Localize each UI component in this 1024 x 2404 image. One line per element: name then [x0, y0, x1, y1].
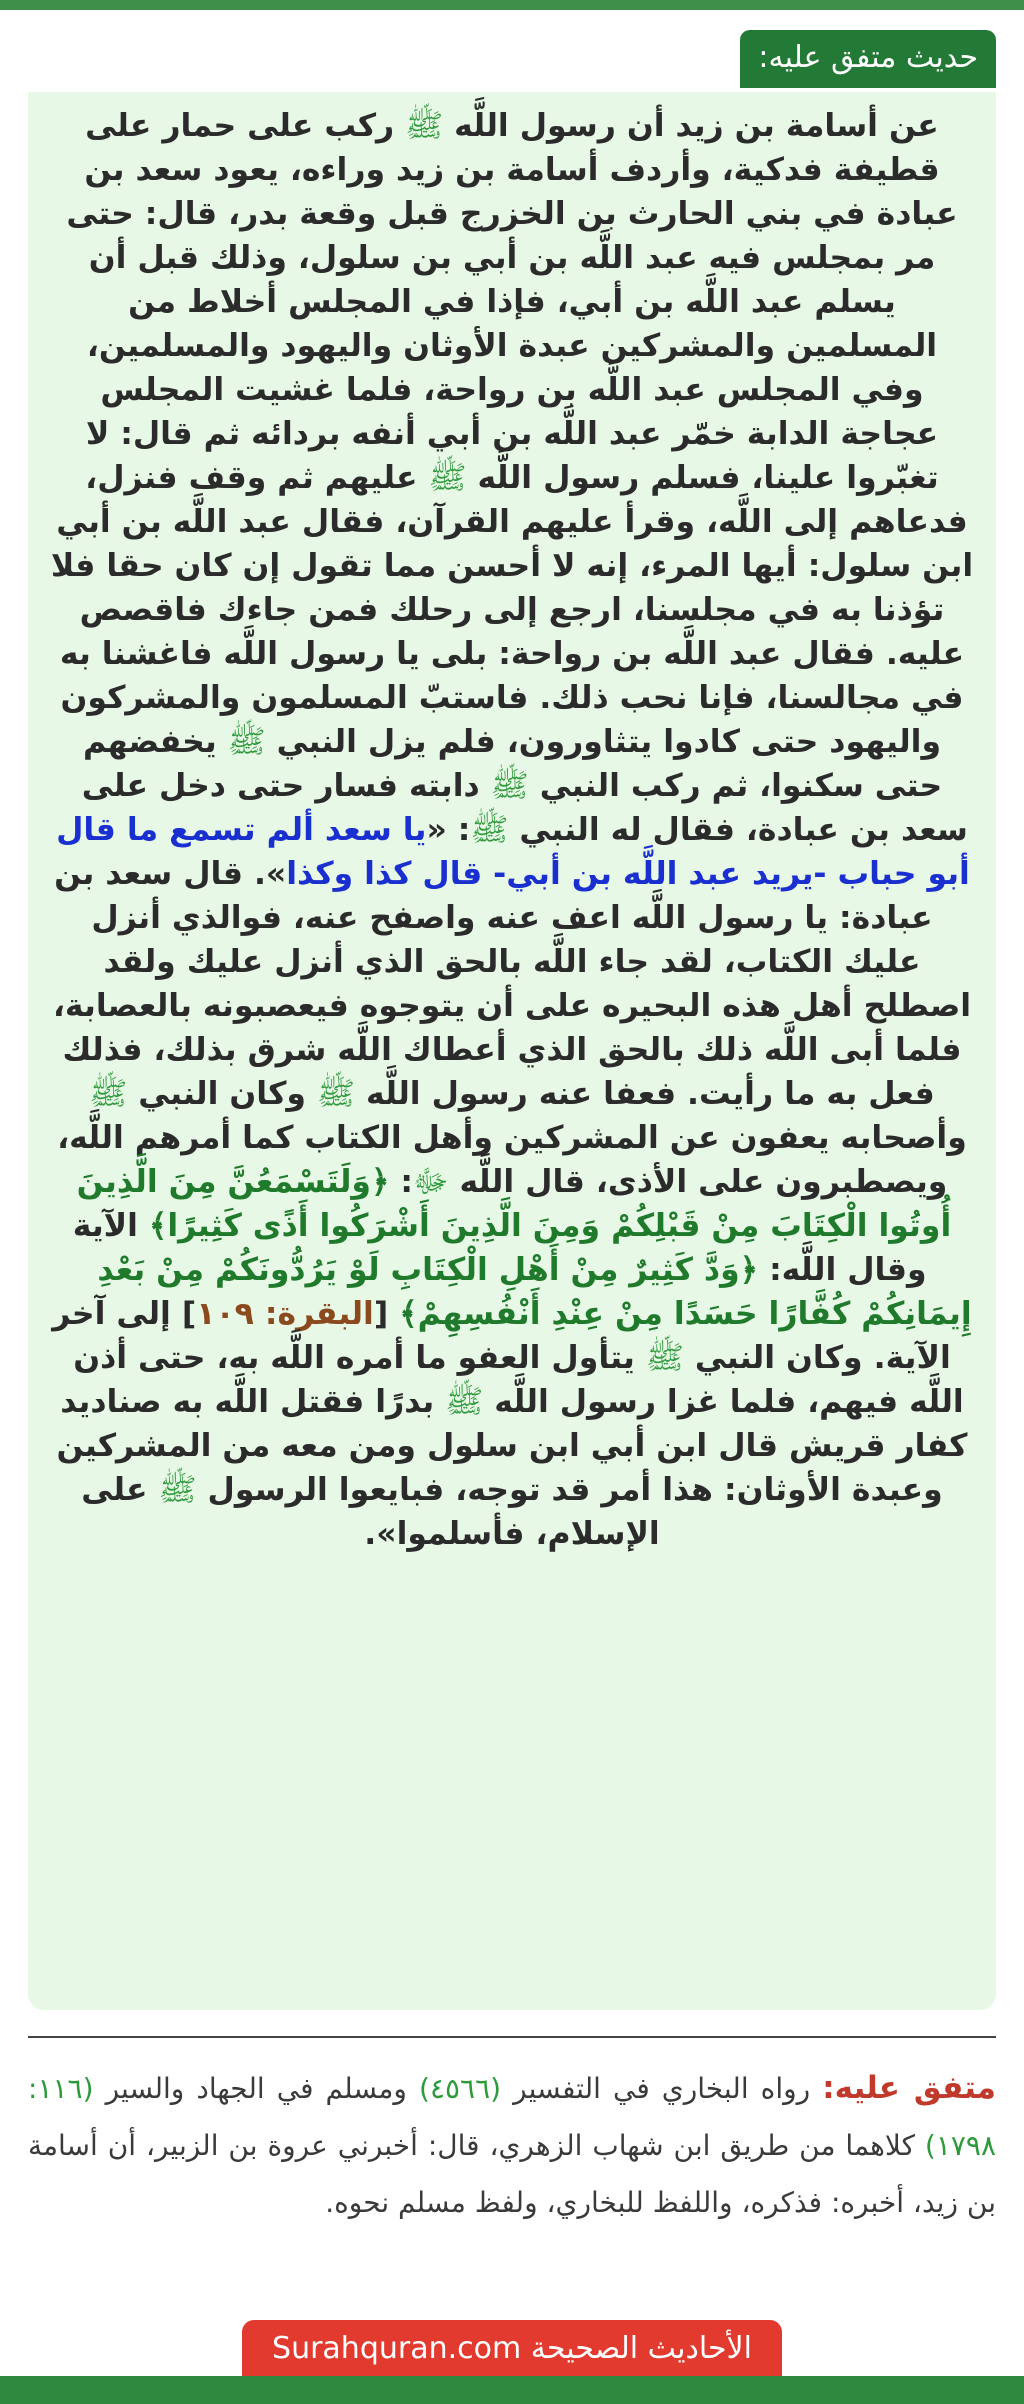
- verse-reference: البقرة: ١٠٩: [196, 1296, 374, 1332]
- source-label: متفق عليه:: [822, 2070, 997, 2106]
- source-text-part: ومسلم في الجهاد والسير: [93, 2072, 420, 2105]
- hadith-text-part: الآية وقال اللَّه:: [72, 1208, 927, 1288]
- salutation-glyph: ﷻ: [413, 1164, 449, 1200]
- hadith-text-box: [28, 92, 996, 2010]
- source-text-part: رواه البخاري في التفسير: [501, 2072, 823, 2105]
- hadith-text-part: ركب على حمار على قطيفة فدكية، وأردف أسامة بن زيد وراءه، يعود سعد بن عبادة في بني الحارث بن الخزرج قبل وقعة بدر، قال: حتى مر بمجلس فيه عبد اللَّه بن أبي بن سلول، وذلك قبل أن يسلم عبد اللَّه بن أبي، فإذا في المجلس أخلاط من المسلمين والمشركين عبدة الأوثان واليهود والمسلمين، وفي المجلس عبد اللَّه بن رواحة، فلما غشيت المجلس عجاجة الدابة خمّر عبد اللَّه بن أبي أنفه بردائه ثم قال: لا تغبّروا علينا، فسلم رسول اللَّه: [66, 108, 958, 496]
- hadith-body: [48, 104, 976, 1556]
- hadith-text-part: على الإسلام، فأسلموا».: [81, 1472, 660, 1552]
- prophet-quote: يا سعد ألم تسمع ما قال أبو حباب -يريد عبد اللَّه بن أبي- قال كذا وكذا: [56, 812, 970, 892]
- hadith-text-part: عن أسامة بن زيد أن رسول اللَّه: [443, 108, 939, 144]
- salutation-glyph: ﷺ: [227, 724, 266, 760]
- salutation-glyph: ﷺ: [89, 1076, 128, 1112]
- site-footer-badge[interactable]: [242, 2320, 782, 2378]
- hadith-text-part: وكان النبي: [127, 1076, 317, 1112]
- hadith-type-label: حديث متفق عليه:: [758, 40, 978, 75]
- salutation-glyph: ﷺ: [490, 768, 529, 804]
- salutation-glyph: ﷺ: [470, 812, 509, 848]
- hadith-text-part: : «: [426, 812, 471, 848]
- hadith-type-header: [740, 30, 996, 88]
- hadith-text-part: :: [389, 1164, 414, 1200]
- hadith-text-part: ] إلى آخر الآية. وكان النبي: [52, 1296, 951, 1376]
- section-divider: [28, 2036, 996, 2038]
- muslim-number: (١١٦: ١٧٩٨): [28, 2072, 996, 2162]
- bottom-accent-bar: [0, 2376, 1024, 2404]
- salutation-glyph: ﷺ: [158, 1472, 197, 1508]
- top-accent-bar: [0, 0, 1024, 10]
- hadith-text-part: وأصحابه يعفون عن المشركين وأهل الكتاب كما أمرهم اللَّه، ويصطبرون على الأذى، قال اللَّه: [57, 1120, 967, 1200]
- hadith-text-part: ». قال سعد بن عبادة: يا رسول اللَّه اعف عنه واصفح عنه، فوالذي أنزل عليك الكتاب، لقد جاء اللَّه بالحق الذي أنزل عليك ولقد اصطلح أهل هذه البحيره على أن يتوجوه فيعصبونه بالعصابة، فلما أبى اللَّه ذلك بالحق الذي أعطاك اللَّه شرق بذلك، فذلك فعل به ما رأيت. فعفا عنه رسول اللَّه: [52, 856, 972, 1112]
- quran-verse: ﴿وَدَّ كَثِيرٌ مِنْ أَهْلِ الْكِتَابِ لَوْ يَرُدُّونَكُمْ مِنْ بَعْدِ إِيمَانِكُمْ كُفَّارًا حَسَدًا مِنْ عِنْدِ أَنْفُسِهِمْ﴾: [97, 1252, 972, 1332]
- salutation-glyph: ﷺ: [645, 1340, 684, 1376]
- hadith-text-part: عليهم ثم وقف فنزل، فدعاهم إلى اللَّه، وقرأ عليهم القرآن، فقال عبد اللَّه بن أبي ابن سلول: أيها المرء، إنه لا أحسن مما تقول إن كان حقا فلا تؤذنا به في مجلسنا، ارجع إلى رحلك فمن جاءك فاقصص عليه. فقال عبد اللَّه بن رواحة: بلى يا رسول اللَّه فاغشنا به في مجالسنا، فإنا نحب ذلك. فاستبّ المسلمون والمشركون واليهود حتى كادوا يتثاورون، فلم يزل النبي: [50, 460, 974, 760]
- site-footer-label: الأحاديث الصحيحة Surahquran.com: [272, 2331, 752, 2366]
- salutation-glyph: ﷺ: [445, 1384, 484, 1420]
- source-text-part: كلاهما من طريق ابن شهاب الزهري، قال: أخبرني عروة بن الزبير، أن أسامة بن زيد، أخبره: فذكره، واللفظ للبخاري، ولفظ مسلم نحوه.: [28, 2129, 996, 2219]
- salutation-glyph: ﷺ: [316, 1076, 356, 1112]
- salutation-glyph: ﷺ: [405, 108, 444, 144]
- quran-verse: ﴿وَلَتَسْمَعُنَّ مِنَ الَّذِينَ أُوتُوا الْكِتَابَ مِنْ قَبْلِكُمْ وَمِنَ الَّذِينَ أَشْرَكُوا أَذًى كَثِيرًا﴾: [76, 1164, 952, 1244]
- hadith-text-part: يخفضهم حتى سكنوا، ثم ركب النبي: [82, 724, 943, 804]
- hadith-text-part: يتأول العفو ما أمره اللَّه به، حتى أذن اللَّه فيهم، فلما غزا رسول اللَّه: [73, 1340, 964, 1420]
- hadith-text-part: دابته فسار حتى دخل على سعد بن عبادة، فقال له النبي: [81, 768, 968, 848]
- salutation-glyph: ﷺ: [428, 460, 467, 496]
- bukhari-number: (٤٥٦٦): [419, 2072, 502, 2105]
- source-paragraph: [28, 2060, 996, 2231]
- hadith-text-part: بدرًا فقتل اللَّه به صناديد كفار قريش قال ابن أبي ابن سلول ومن معه من المشركين وعبدة الأوثان: هذا أمر قد توجه، فبايعوا الرسول: [56, 1384, 968, 1508]
- hadith-text-part: [: [373, 1296, 400, 1332]
